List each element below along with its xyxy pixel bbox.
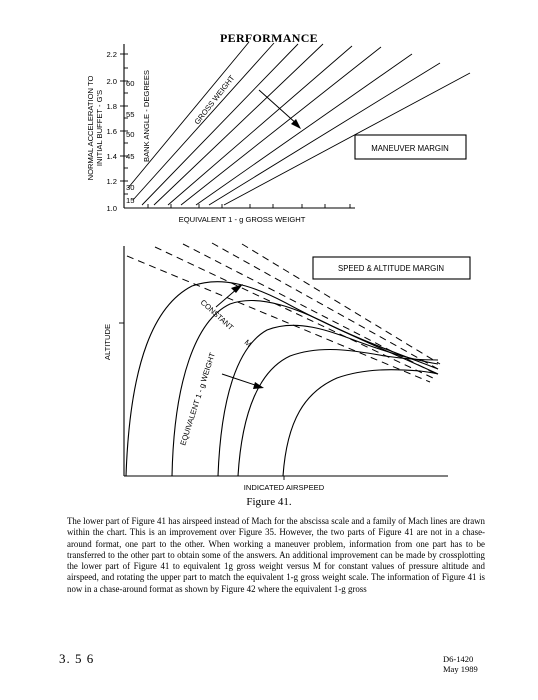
document-number-block xyxy=(443,654,478,674)
g-tick-label: 1.6 xyxy=(106,127,117,136)
weight-curves xyxy=(126,282,438,476)
top-x-ticks xyxy=(148,204,350,208)
bank-tick-label: 55 xyxy=(126,110,135,119)
figure-caption: Figure 41. xyxy=(246,496,292,508)
bottom-chart xyxy=(119,243,470,480)
bottom-ylabel: ALTITUDE xyxy=(103,323,112,361)
bank-tick-label: 30 xyxy=(126,183,135,192)
top-ylabel-inner: BANK ANGLE - DEGREES xyxy=(142,70,151,162)
g-tick-label: 2.2 xyxy=(106,50,117,59)
mach-label: M xyxy=(242,337,254,349)
bottom-chart-labels xyxy=(103,264,444,492)
document-date: May 1989 xyxy=(443,664,478,674)
g-tick-label: 1.2 xyxy=(106,177,117,186)
bottom-arrowhead-right xyxy=(253,382,264,389)
bank-tick-label: 50 xyxy=(126,130,135,139)
weight-curve-label: EQUIVALENT 1 - g WEIGHT xyxy=(178,351,217,447)
gross-weight-label: GROSS WEIGHT xyxy=(192,73,237,127)
body-paragraph: The lower part of Figure 41 has airspeed instead of Mach for the abscissa scale and a family of Mach lines are drawn within the chart. This is an improvement over Figure 35. However, the two parts of Figure 41 are not in a chase-around format, one part to the other. When working a maneuver problem, information from one part has to be transferred to the other part to obtain some of the answers. An additional improvement can be made by crossplotting the lower part of Figure 41 to equivalent 1g gross weight versus M for constant values of pressure altitude and airspeed, and rotating the upper part to match the equivalent 1-g gross weight scale. The information of Figure 41 is now in a chase-around format as shown by Figure 42 where the equivalent 1-g gross xyxy=(67,516,485,594)
g-tick-label: 1.8 xyxy=(106,102,117,111)
g-tick-label: 2.0 xyxy=(106,77,117,86)
constant-label: CONSTANT xyxy=(198,297,236,333)
page-number: 3. 5 6 xyxy=(59,651,95,666)
bank-tick-label: 60 xyxy=(126,79,135,88)
top-xlabel: EQUIVALENT 1 - g GROSS WEIGHT xyxy=(178,215,306,224)
top-ylabel-outer-1: NORMAL ACCELERATION TO xyxy=(86,75,95,181)
bottom-xlabel: INDICATED AIRSPEED xyxy=(243,483,325,492)
document-number: D6-1420 xyxy=(443,654,474,664)
top-chart xyxy=(120,42,470,208)
top-ylabel-outer-2: INITIAL BUFFET - G'S xyxy=(95,89,104,167)
bank-tick-label: 15 xyxy=(126,196,135,205)
bank-tick-label: 45 xyxy=(126,152,135,161)
g-tick-label: 1.0 xyxy=(106,204,117,213)
gross-weight-lines xyxy=(128,42,470,205)
g-tick-label: 1.4 xyxy=(106,152,117,161)
page-title: PERFORMANCE xyxy=(220,31,318,45)
maneuver-margin-label: MANEUVER MARGIN xyxy=(371,144,449,153)
speed-altitude-label: SPEED & ALTITUDE MARGIN xyxy=(338,264,444,273)
